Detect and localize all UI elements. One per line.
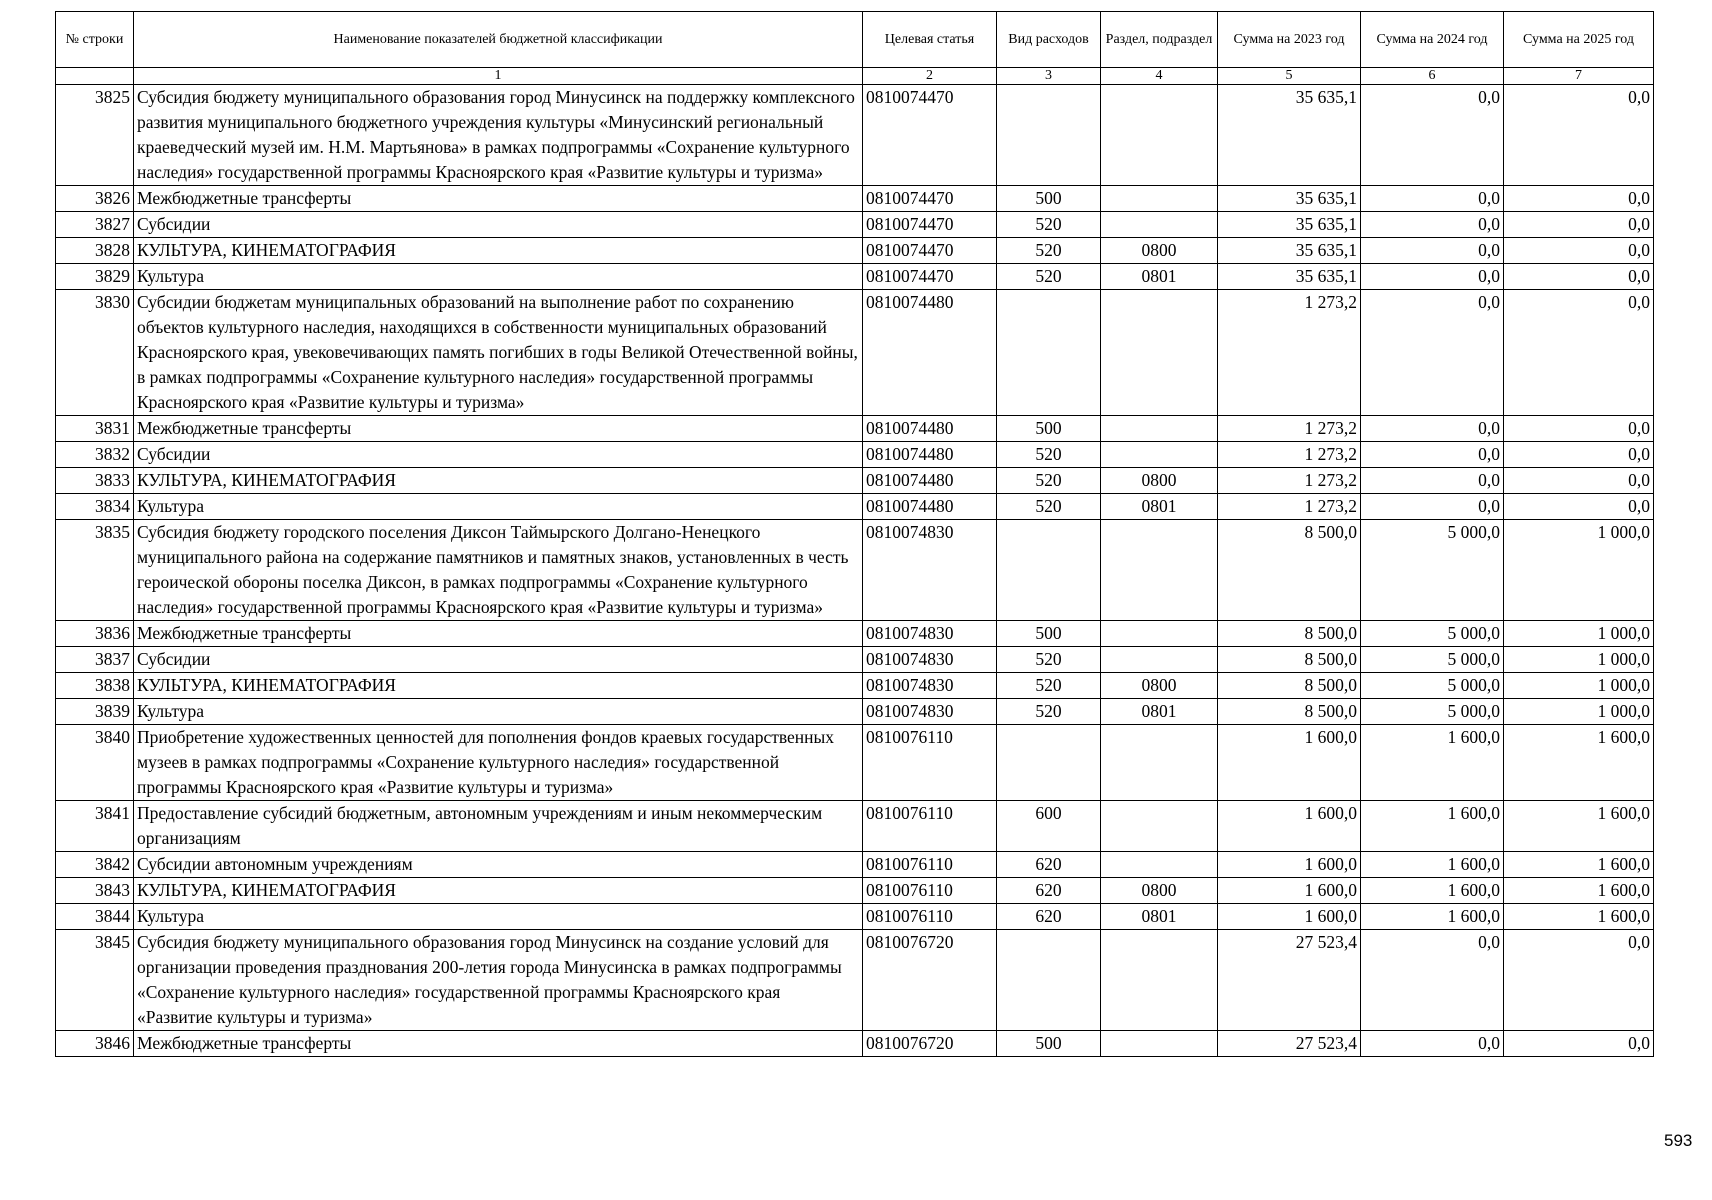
row-number-cell: 3841 [56,801,134,852]
sum-2023-cell: 8 500,0 [1218,647,1361,673]
table-row [56,416,1654,442]
sum-2023-cell: 1 273,2 [1218,494,1361,520]
sum-2023-cell: 35 635,1 [1218,264,1361,290]
sum-2025-cell: 0,0 [1504,468,1654,494]
target-article-cell: 0810076110 [863,725,997,801]
indicator-name-cell: Предоставление субсидий бюджетным, автономным учреждениям и иным некоммерческим организациям [134,801,863,852]
expense-type-cell: 500 [997,621,1101,647]
sum-2023-cell: 8 500,0 [1218,621,1361,647]
target-article-cell: 0810076110 [863,878,997,904]
header-section: Раздел, подраздел [1101,12,1218,68]
sum-2024-cell: 5 000,0 [1361,647,1504,673]
sum-2025-cell: 0,0 [1504,494,1654,520]
table-row [56,725,1654,801]
section-cell [1101,290,1218,416]
sum-2025-cell: 0,0 [1504,186,1654,212]
indicator-name-cell: Межбюджетные трансферты [134,186,863,212]
target-article-cell: 0810074830 [863,621,997,647]
indicator-name-cell: Субсидия бюджету муниципального образования город Минусинск на поддержку комплексного развития муниципального бюджетного учреждения культуры «Минусинский региональный краеведческий музей им. Н.М. Мартьянова» в рамках подпрограммы «Сохранение культурного наследия» государственной программы Красноярского края «Развитие культуры и туризма» [134,85,863,186]
indicator-name-cell: Приобретение художественных ценностей для пополнения фондов краевых государственных музеев в рамках подпрограммы «Сохранение культурного наследия» государственной программы Красноярского края «Развитие культуры и туризма» [134,725,863,801]
sum-2024-cell: 1 600,0 [1361,801,1504,852]
header-sum-2024: Сумма на 2024 год [1361,12,1504,68]
row-number-cell: 3844 [56,904,134,930]
row-number-cell: 3826 [56,186,134,212]
expense-type-cell [997,930,1101,1031]
table-row [56,852,1654,878]
sum-2024-cell: 5 000,0 [1361,621,1504,647]
indicator-name-cell: КУЛЬТУРА, КИНЕМАТОГРАФИЯ [134,238,863,264]
sum-2023-cell: 35 635,1 [1218,85,1361,186]
sum-2024-cell: 1 600,0 [1361,852,1504,878]
sum-2023-cell: 35 635,1 [1218,238,1361,264]
sum-2023-cell: 1 600,0 [1218,878,1361,904]
column-number: 3 [997,68,1101,85]
sum-2024-cell: 5 000,0 [1361,699,1504,725]
sum-2023-cell: 27 523,4 [1218,930,1361,1031]
sum-2024-cell: 0,0 [1361,1031,1504,1057]
row-number-cell: 3833 [56,468,134,494]
section-cell: 0800 [1101,673,1218,699]
sum-2024-cell: 0,0 [1361,186,1504,212]
sum-2024-cell: 0,0 [1361,238,1504,264]
row-number-cell: 3829 [56,264,134,290]
table-row [56,468,1654,494]
column-number: 5 [1218,68,1361,85]
table-row [56,904,1654,930]
sum-2025-cell: 1 600,0 [1504,878,1654,904]
table-row [56,878,1654,904]
indicator-name-cell: Субсидии [134,212,863,238]
row-number-cell: 3845 [56,930,134,1031]
target-article-cell: 0810076720 [863,1031,997,1057]
sum-2024-cell: 0,0 [1361,290,1504,416]
table-row [56,290,1654,416]
expense-type-cell: 520 [997,647,1101,673]
sum-2024-cell: 1 600,0 [1361,904,1504,930]
table-row [56,212,1654,238]
row-number-cell: 3837 [56,647,134,673]
sum-2025-cell: 0,0 [1504,85,1654,186]
sum-2025-cell: 1 000,0 [1504,520,1654,621]
sum-2023-cell: 8 500,0 [1218,699,1361,725]
sum-2025-cell: 0,0 [1504,416,1654,442]
table-row [56,186,1654,212]
target-article-cell: 0810074470 [863,238,997,264]
expense-type-cell: 520 [997,442,1101,468]
sum-2024-cell: 0,0 [1361,494,1504,520]
table-row [56,264,1654,290]
section-cell [1101,930,1218,1031]
section-cell [1101,520,1218,621]
section-cell: 0801 [1101,264,1218,290]
column-number: 2 [863,68,997,85]
page-number: 593 [1664,1131,1693,1150]
expense-type-cell: 500 [997,1031,1101,1057]
section-cell: 0800 [1101,878,1218,904]
sum-2025-cell: 0,0 [1504,238,1654,264]
indicator-name-cell: Субсидия бюджету муниципального образования город Минусинск на создание условий для организации проведения празднования 200-летия города Минусинска в рамках подпрограммы «Сохранение культурного наследия» государственной программы Красноярского края «Развитие культуры и туризма» [134,930,863,1031]
target-article-cell: 0810074480 [863,494,997,520]
target-article-cell: 0810076720 [863,930,997,1031]
sum-2023-cell: 1 273,2 [1218,416,1361,442]
indicator-name-cell: Субсидии бюджетам муниципальных образований на выполнение работ по сохранению объектов культурного наследия, находящихся в собственности муниципальных образований Красноярского края, увековечивающих память погибших в годы Великой Отечественной войны, в рамках подпрограммы «Сохранение культурного наследия» государственной программы Красноярского края «Развитие культуры и туризма» [134,290,863,416]
section-cell [1101,186,1218,212]
table-row [56,1031,1654,1057]
target-article-cell: 0810074470 [863,85,997,186]
table-row [56,673,1654,699]
indicator-name-cell: Культура [134,264,863,290]
table-row [56,621,1654,647]
sum-2025-cell: 1 000,0 [1504,699,1654,725]
expense-type-cell: 500 [997,186,1101,212]
sum-2024-cell: 0,0 [1361,85,1504,186]
sum-2023-cell: 1 273,2 [1218,290,1361,416]
header-row-no: № строки [56,12,134,68]
sum-2025-cell: 1 600,0 [1504,801,1654,852]
table-row [56,85,1654,186]
expense-type-cell [997,85,1101,186]
expense-type-cell: 520 [997,673,1101,699]
sum-2025-cell: 1 000,0 [1504,647,1654,673]
expense-type-cell: 620 [997,904,1101,930]
sum-2025-cell: 1 600,0 [1504,852,1654,878]
target-article-cell: 0810074480 [863,416,997,442]
expense-type-cell: 520 [997,494,1101,520]
header-target-article: Целевая статья [863,12,997,68]
sum-2023-cell: 1 273,2 [1218,442,1361,468]
section-cell: 0801 [1101,494,1218,520]
indicator-name-cell: Культура [134,904,863,930]
sum-2023-cell: 35 635,1 [1218,186,1361,212]
table-row [56,699,1654,725]
sum-2024-cell: 5 000,0 [1361,520,1504,621]
section-cell [1101,442,1218,468]
row-number-cell: 3830 [56,290,134,416]
expense-type-cell: 520 [997,264,1101,290]
indicator-name-cell: Культура [134,494,863,520]
target-article-cell: 0810074470 [863,264,997,290]
section-cell [1101,801,1218,852]
sum-2023-cell: 1 600,0 [1218,904,1361,930]
sum-2023-cell: 8 500,0 [1218,520,1361,621]
sum-2023-cell: 35 635,1 [1218,212,1361,238]
row-number-cell: 3838 [56,673,134,699]
column-number: 4 [1101,68,1218,85]
section-cell [1101,621,1218,647]
budget-table [55,11,1654,1057]
sum-2024-cell: 5 000,0 [1361,673,1504,699]
table-row [56,494,1654,520]
row-number-cell: 3846 [56,1031,134,1057]
expense-type-cell [997,725,1101,801]
expense-type-cell: 620 [997,878,1101,904]
sum-2023-cell: 1 600,0 [1218,801,1361,852]
section-cell [1101,212,1218,238]
header-expense-type: Вид расходов [997,12,1101,68]
indicator-name-cell: Межбюджетные трансферты [134,1031,863,1057]
indicator-name-cell: Субсидии автономным учреждениям [134,852,863,878]
expense-type-cell: 620 [997,852,1101,878]
indicator-name-cell: Субсидии [134,647,863,673]
sum-2024-cell: 0,0 [1361,468,1504,494]
indicator-name-cell: КУЛЬТУРА, КИНЕМАТОГРАФИЯ [134,468,863,494]
column-numbers-row [56,68,1654,85]
sum-2024-cell: 0,0 [1361,264,1504,290]
column-number [56,68,134,85]
table-row [56,801,1654,852]
sum-2025-cell: 0,0 [1504,1031,1654,1057]
table-row [56,647,1654,673]
section-cell [1101,647,1218,673]
header-name: Наименование показателей бюджетной классификации [134,12,863,68]
indicator-name-cell: Межбюджетные трансферты [134,416,863,442]
row-number-cell: 3827 [56,212,134,238]
target-article-cell: 0810074480 [863,442,997,468]
section-cell: 0800 [1101,238,1218,264]
indicator-name-cell: Культура [134,699,863,725]
sum-2023-cell: 27 523,4 [1218,1031,1361,1057]
expense-type-cell: 600 [997,801,1101,852]
row-number-cell: 3834 [56,494,134,520]
indicator-name-cell: Субсидия бюджету городского поселения Диксон Таймырского Долгано-Ненецкого муниципального района на содержание памятников и памятных знаков, установленных в честь героической обороны поселка Диксон, в рамках подпрограммы «Сохранение культурного наследия» государственной программы Красноярского края «Развитие культуры и туризма» [134,520,863,621]
sum-2023-cell: 1 600,0 [1218,725,1361,801]
expense-type-cell: 520 [997,238,1101,264]
target-article-cell: 0810076110 [863,801,997,852]
table-row [56,520,1654,621]
sum-2024-cell: 1 600,0 [1361,878,1504,904]
table-row [56,238,1654,264]
row-number-cell: 3825 [56,85,134,186]
section-cell: 0801 [1101,699,1218,725]
sum-2025-cell: 0,0 [1504,442,1654,468]
row-number-cell: 3831 [56,416,134,442]
column-number: 1 [134,68,863,85]
sum-2023-cell: 1 273,2 [1218,468,1361,494]
section-cell [1101,725,1218,801]
sum-2025-cell: 0,0 [1504,212,1654,238]
sum-2024-cell: 0,0 [1361,212,1504,238]
sum-2023-cell: 1 600,0 [1218,852,1361,878]
section-cell [1101,852,1218,878]
section-cell [1101,1031,1218,1057]
row-number-cell: 3843 [56,878,134,904]
sum-2025-cell: 0,0 [1504,264,1654,290]
section-cell [1101,85,1218,186]
sum-2025-cell: 1 600,0 [1504,904,1654,930]
row-number-cell: 3835 [56,520,134,621]
sum-2023-cell: 8 500,0 [1218,673,1361,699]
target-article-cell: 0810074480 [863,468,997,494]
expense-type-cell [997,520,1101,621]
header-sum-2025: Сумма на 2025 год [1504,12,1654,68]
row-number-cell: 3840 [56,725,134,801]
target-article-cell: 0810074470 [863,186,997,212]
target-article-cell: 0810074830 [863,699,997,725]
section-cell [1101,416,1218,442]
sum-2024-cell: 1 600,0 [1361,725,1504,801]
target-article-cell: 0810074480 [863,290,997,416]
row-number-cell: 3842 [56,852,134,878]
expense-type-cell: 500 [997,416,1101,442]
indicator-name-cell: КУЛЬТУРА, КИНЕМАТОГРАФИЯ [134,878,863,904]
header-sum-2023: Сумма на 2023 год [1218,12,1361,68]
indicator-name-cell: КУЛЬТУРА, КИНЕМАТОГРАФИЯ [134,673,863,699]
section-cell: 0801 [1101,904,1218,930]
row-number-cell: 3839 [56,699,134,725]
row-number-cell: 3836 [56,621,134,647]
expense-type-cell: 520 [997,468,1101,494]
expense-type-cell: 520 [997,699,1101,725]
row-number-cell: 3828 [56,238,134,264]
column-number: 7 [1504,68,1654,85]
sum-2024-cell: 0,0 [1361,930,1504,1031]
table-row [56,930,1654,1031]
target-article-cell: 0810074470 [863,212,997,238]
expense-type-cell: 520 [997,212,1101,238]
target-article-cell: 0810074830 [863,520,997,621]
expense-type-cell [997,290,1101,416]
sum-2025-cell: 0,0 [1504,290,1654,416]
sum-2025-cell: 0,0 [1504,930,1654,1031]
sum-2025-cell: 1 000,0 [1504,621,1654,647]
target-article-cell: 0810076110 [863,852,997,878]
target-article-cell: 0810074830 [863,647,997,673]
sum-2024-cell: 0,0 [1361,442,1504,468]
section-cell: 0800 [1101,468,1218,494]
sum-2025-cell: 1 000,0 [1504,673,1654,699]
column-number: 6 [1361,68,1504,85]
sum-2025-cell: 1 600,0 [1504,725,1654,801]
sum-2024-cell: 0,0 [1361,416,1504,442]
row-number-cell: 3832 [56,442,134,468]
indicator-name-cell: Субсидии [134,442,863,468]
indicator-name-cell: Межбюджетные трансферты [134,621,863,647]
header-row [56,12,1654,68]
table-row [56,442,1654,468]
target-article-cell: 0810074830 [863,673,997,699]
target-article-cell: 0810076110 [863,904,997,930]
